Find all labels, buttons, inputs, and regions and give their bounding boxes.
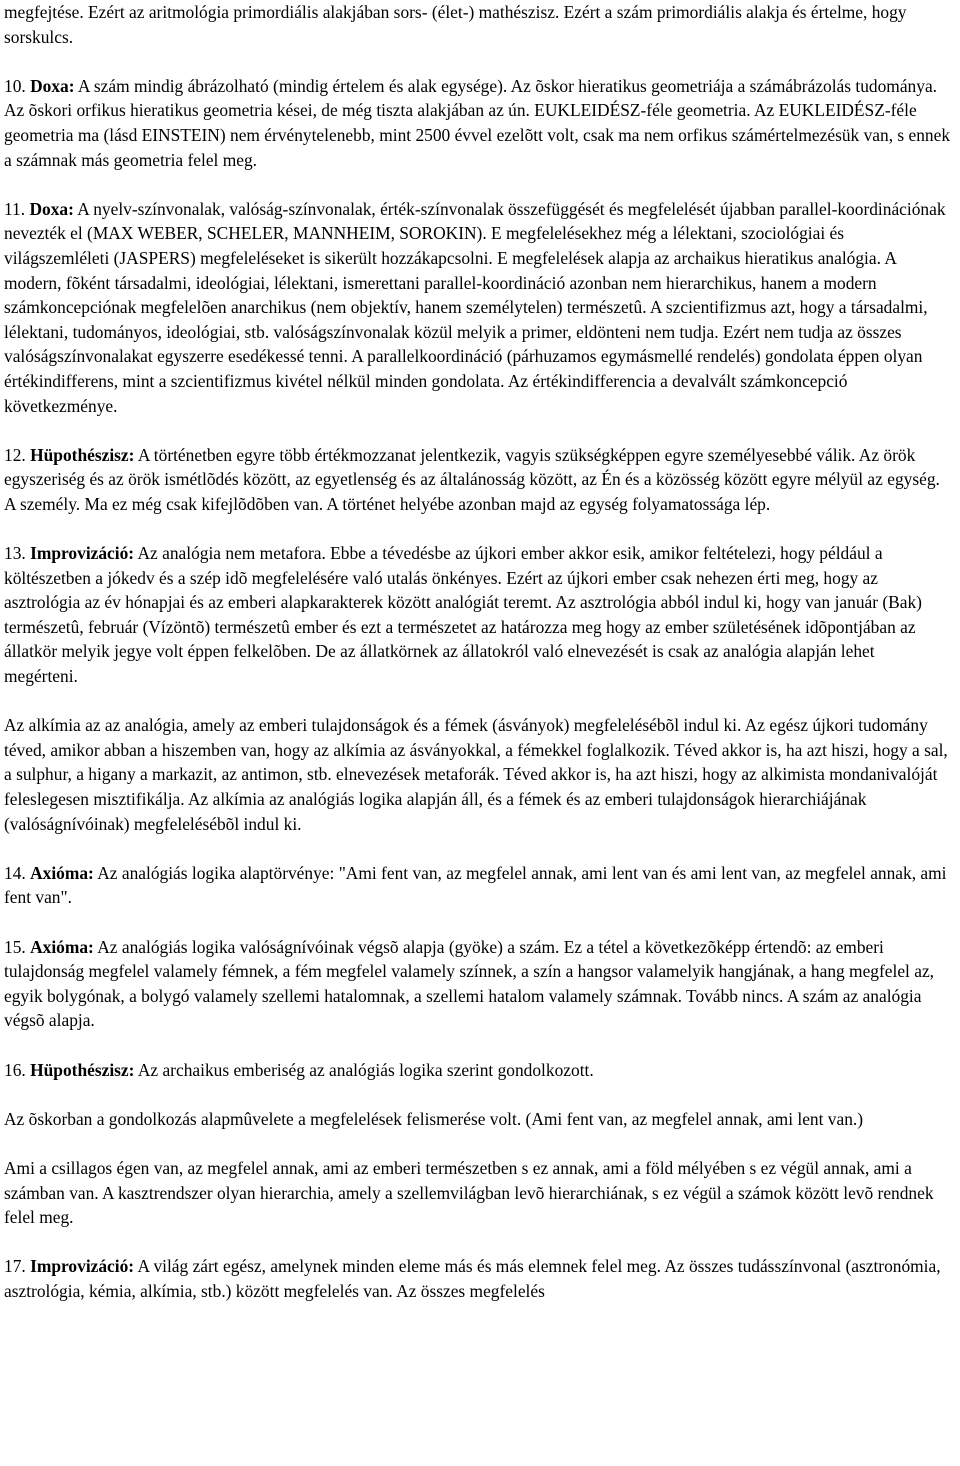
paragraph-text: 15. xyxy=(4,936,31,957)
paragraph-text: megfejtése. Ezért az aritmológia primordiális alakjában sors- (élet-) mathészisz. Ezért a szám primordiális alakja és értelme, hogy sorskulcs. xyxy=(4,2,907,47)
paragraph-spacer xyxy=(4,910,960,935)
paragraph xyxy=(4,1254,952,1303)
paragraph-text: A szám mindig ábrázolható (mindig értelem és alak egysége). Az õskor hieratikus geometriája a számábrázolás tudománya. Az õskori orfikus hieratikus geometria kései, de még tiszta alakjában az ún. EUKLEIDÉSZ-féle geometria. Az EUKLEIDÉSZ-féle geometria ma (lásd EINSTEIN) nem érvénytelenebb, mint 2500 évvel ezelõtt volt, csak ma nem orfikus számértelmezésük van, s ennek a számnak más geometria felel meg. xyxy=(4,75,951,170)
paragraph-spacer xyxy=(4,49,960,74)
paragraph-text: 14. xyxy=(4,862,31,883)
paragraph xyxy=(4,1156,952,1230)
paragraph xyxy=(4,1058,952,1083)
paragraph xyxy=(4,74,952,172)
paragraph-text: 13. xyxy=(4,543,31,564)
paragraph-heading-label: Hüpothészisz: xyxy=(30,1059,135,1080)
paragraph-heading-label: Axióma: xyxy=(30,862,94,883)
paragraph-spacer xyxy=(4,1033,960,1058)
paragraph-text: Az archaikus emberiség az analógiás logika szerint gondolkozott. xyxy=(134,1059,594,1080)
paragraph-text: 12. xyxy=(4,444,31,465)
paragraph-heading-label: Axióma: xyxy=(30,936,94,957)
paragraph-spacer xyxy=(4,172,960,197)
paragraph xyxy=(4,1107,952,1132)
paragraph-heading-label: Improvizáció: xyxy=(30,1256,135,1277)
paragraph xyxy=(4,861,952,910)
paragraph-text: 10. xyxy=(4,75,31,96)
paragraph-text: 16. xyxy=(4,1059,31,1080)
paragraph xyxy=(4,713,952,836)
paragraph xyxy=(4,935,952,1033)
paragraph-text: A világ zárt egész, amelynek minden eleme más és más elemnek felel meg. Az összes tudásszínvonal (asztronómia, asztrológia, kémia, alkímia, stb.) között megfelelés van. Az összes megfelelés xyxy=(4,1256,941,1301)
paragraph-text: Az analógiás logika alaptörvénye: "Ami fent van, az megfelel annak, ami lent van és ami lent van, az megfelel annak, ami fent van". xyxy=(4,862,947,908)
paragraph-text: 11. xyxy=(4,198,30,219)
paragraph-spacer xyxy=(4,516,960,541)
paragraph-text: Az analógiás logika valóságnívóinak végsõ alapja (gyöke) a szám. Ez a tétel a következõképp értendõ: az emberi tulajdonság megfelel valamely fémnek, a fém megfelel valamely színnek, a szín a hangsor valamelyik hangjának, a hang megfelel az, egyik bolygónak, a bolygó valamely szellemi hatalomnak, a szellemi hatalom valamely számnak. Tovább nincs. A szám az analógia végsõ alapja. xyxy=(4,936,935,1031)
paragraph-text: A történetben egyre több értékmozzanat jelentkezik, vagyis szükségképpen egyre személyesebbé válik. Az örök egyszeriség és az örök ismétlõdés között, az egyetlenség és az általánosság között, az Én és a közösség között egyre mélyül az egység. A személy. Ma ez még csak kifejlõdõben van. A történet helyébe azonban majd az egység folyamatossága lép. xyxy=(4,444,940,514)
paragraph-heading-label: Doxa: xyxy=(29,198,74,219)
paragraph-spacer xyxy=(4,836,960,861)
paragraph xyxy=(4,443,952,517)
paragraph-heading-label: Doxa: xyxy=(30,75,75,96)
paragraph-text: 17. xyxy=(4,1256,31,1277)
paragraph-heading-label: Hüpothészisz: xyxy=(30,444,135,465)
paragraph xyxy=(4,197,952,418)
paragraph-spacer xyxy=(4,1131,960,1156)
paragraph-text: A nyelv-színvonalak, valóság-színvonalak, érték-színvonalak összefüggését és megfelelését újabban parallel-koordinációnak nevezték el (MAX WEBER, SCHELER, MANNHEIM, SOROKIN). E megfelelésekhez még a lélektani, szociológiai és világszemléleti (JASPERS) megfeleléseket is sikerült hozzákapcsolni. E megfelelések alapja az archaikus hieratikus analógia. A modern, fõként társadalmi, ideológiai, lélektani, ismerettani parallel-koordináció azonban nem hierarchikus, hanem a modern számkoncepciónak megfelelõen anarchikus (nem objektív, hanem személytelen) természetû. A szcientifizmus azt, hogy a társadalmi, lélektani, tudományos, ideológiai, stb. valóságszínvonalak közül melyik a primer, eldönteni nem tudja. Ezért nem tudja az összes valóságszínvonalakat egyszerre esedékessé tenni. A parallelkoordináció (párhuzamos egymásmellé rendelés) gondolata éppen olyan értékindifferens, mint a szcientifizmus kivétel nélkül minden gondolata. Az értékindifferencia a devalvált számkoncepció következménye. xyxy=(4,198,946,416)
paragraph-spacer xyxy=(4,1230,960,1255)
paragraph-text: Az õskorban a gondolkozás alapmûvelete a megfelelések felismerése volt. (Ami fent van, az megfelel annak, ami lent van.) xyxy=(4,1108,864,1129)
paragraph-spacer xyxy=(4,689,960,714)
paragraph xyxy=(4,541,952,689)
paragraph-spacer xyxy=(4,1082,960,1107)
paragraph-text: Ami a csillagos égen van, az megfelel annak, ami az emberi természetben s ez annak, ami a föld mélyében s ez végül annak, ami a számban van. A kasztrendszer olyan hierarchia, amely a szellemvilágban levõ hierarchiának, s ez végül a számok között levõ rendnek felel meg. xyxy=(4,1157,934,1228)
paragraph-heading-label: Improvizáció: xyxy=(30,543,135,564)
paragraph xyxy=(4,0,952,49)
paragraph-text: Az analógia nem metafora. Ebbe a tévedésbe az újkori ember akkor esik, amikor feltételezi, hogy például a költészetben a jókedv és a szép idõ megfelelésére való utalás önkényes. Ezért az újkori ember csak nehezen érti meg, hogy az asztrológia az év hónapjai és az emberi alapkarakterek között analógiát teremt. Az asztrológia abból indul ki, hogy van január (Bak) természetû, február (Vízöntõ) természetû ember és ezt a természetet az határozza meg hogy az ember születésének idõpontjában az állatkör melyik jegye volt éppen felkelõben. De az állatkörnek az állatokról való elnevezését is csak az analógia alapján lehet megérteni. xyxy=(4,543,922,687)
paragraph-text: Az alkímia az az analógia, amely az emberi tulajdonságok és a fémek (ásványok) megfelelésébõl indul ki. Az egész újkori tudomány téved, amikor abban a hiszemben van, hogy az alkímia az ásványokkal, a fémekkel foglalkozik. Téved akkor is, ha azt hiszi, hogy a sal, a sulphur, a higany a markazit, az antimon, stb. elnevezések metaforák. Téved akkor is, ha azt hiszi, hogy az alkimista mondanivalóját feleslegesen misztifikálja. Az alkímia az analógiás logika alapján áll, és a fémek és az emberi tulajdonságok hierarchiájának (valóságnívóinak) megfelelésébõl indul ki. xyxy=(4,715,948,834)
paragraph-spacer xyxy=(4,418,960,443)
